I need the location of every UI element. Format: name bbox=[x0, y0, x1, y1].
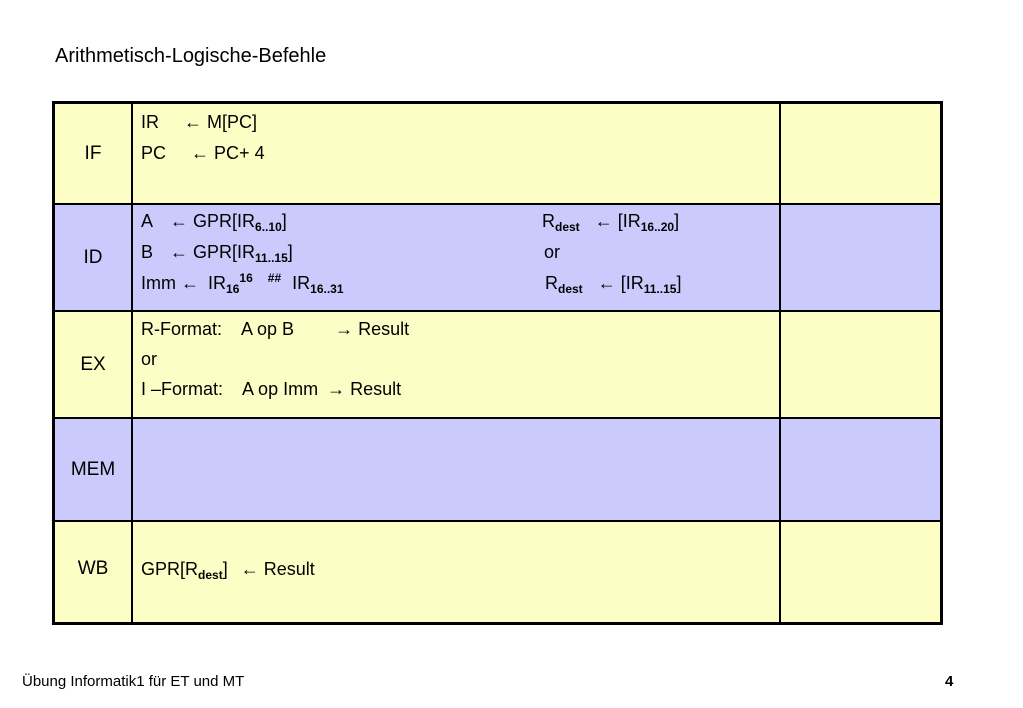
if-dest-ir: IR bbox=[141, 112, 159, 132]
row-if bbox=[55, 104, 940, 205]
row-mem bbox=[55, 419, 940, 522]
slide-title: Arithmetisch-Logische-Befehle bbox=[55, 45, 327, 67]
pipeline-table bbox=[52, 101, 943, 625]
arrow-left-icon: ← bbox=[170, 211, 189, 231]
row-wb bbox=[55, 522, 940, 622]
ex-line-3: I –Format: A op Imm → Result bbox=[141, 379, 402, 399]
stage-wb: WB bbox=[55, 522, 133, 622]
id-right-line-1: $R_{dest}$ ← $[IR_{16..20}]$ bbox=[542, 211, 680, 234]
row-ex bbox=[55, 312, 940, 419]
concat-operator: ## bbox=[267, 271, 282, 285]
id-line-3: Imm ← $IR_{16}^{16}$ ## $IR_{16..31}$ bbox=[141, 271, 344, 296]
arrow-left-icon: ← bbox=[597, 273, 616, 293]
page-number: 4 bbox=[945, 673, 954, 690]
row-id bbox=[55, 205, 940, 312]
if-line-2 bbox=[141, 142, 265, 164]
arrow-left-icon: ← bbox=[170, 242, 189, 262]
stage-id: ID bbox=[55, 205, 133, 310]
arrow-left-icon: ← bbox=[181, 273, 200, 293]
notes-cell-if bbox=[779, 104, 942, 203]
notes-cell-id bbox=[779, 205, 942, 310]
wb-line-1: $GPR[R_{dest}]$ ← Result bbox=[141, 559, 315, 582]
ex-line-1: R-Format: A op B → Result bbox=[141, 319, 410, 339]
id-right-line-2: $R_{dest}$ ← $[IR_{11..15}]$ bbox=[545, 273, 682, 296]
arrow-left-icon: ← bbox=[240, 559, 259, 579]
if-dest-pc: PC bbox=[141, 143, 167, 163]
id-reg-a: A bbox=[141, 211, 154, 231]
footer-course: Übung Informatik1 für ET und MT bbox=[22, 673, 245, 690]
if-src-pc: PC+ 4 bbox=[214, 143, 265, 163]
arrow-left-icon: ← bbox=[184, 112, 203, 132]
arrow-left-icon: ← bbox=[191, 143, 210, 163]
arrow-left-icon: ← bbox=[594, 211, 613, 231]
if-line-1 bbox=[141, 111, 257, 133]
ex-line-2: or bbox=[141, 349, 158, 369]
notes-cell-mem bbox=[779, 419, 942, 520]
id-line-2: B ← $GPR[IR_{11..15}]$ bbox=[141, 242, 293, 265]
stage-if: IF bbox=[55, 104, 133, 203]
stage-ex: EX bbox=[55, 312, 133, 417]
id-line-1: A ← $GPR[IR_{6..10}]$ bbox=[141, 211, 287, 234]
notes-cell-ex bbox=[779, 312, 942, 417]
id-reg-b: B bbox=[141, 242, 154, 262]
stage-mem: MEM bbox=[55, 419, 133, 520]
id-reg-imm: Imm bbox=[141, 273, 176, 293]
id-right-or: or bbox=[544, 242, 561, 262]
arrow-right-icon: → bbox=[335, 319, 354, 339]
arrow-right-icon: → bbox=[327, 379, 346, 399]
if-src-mem: M[PC] bbox=[207, 112, 258, 132]
notes-cell-wb bbox=[779, 522, 942, 622]
